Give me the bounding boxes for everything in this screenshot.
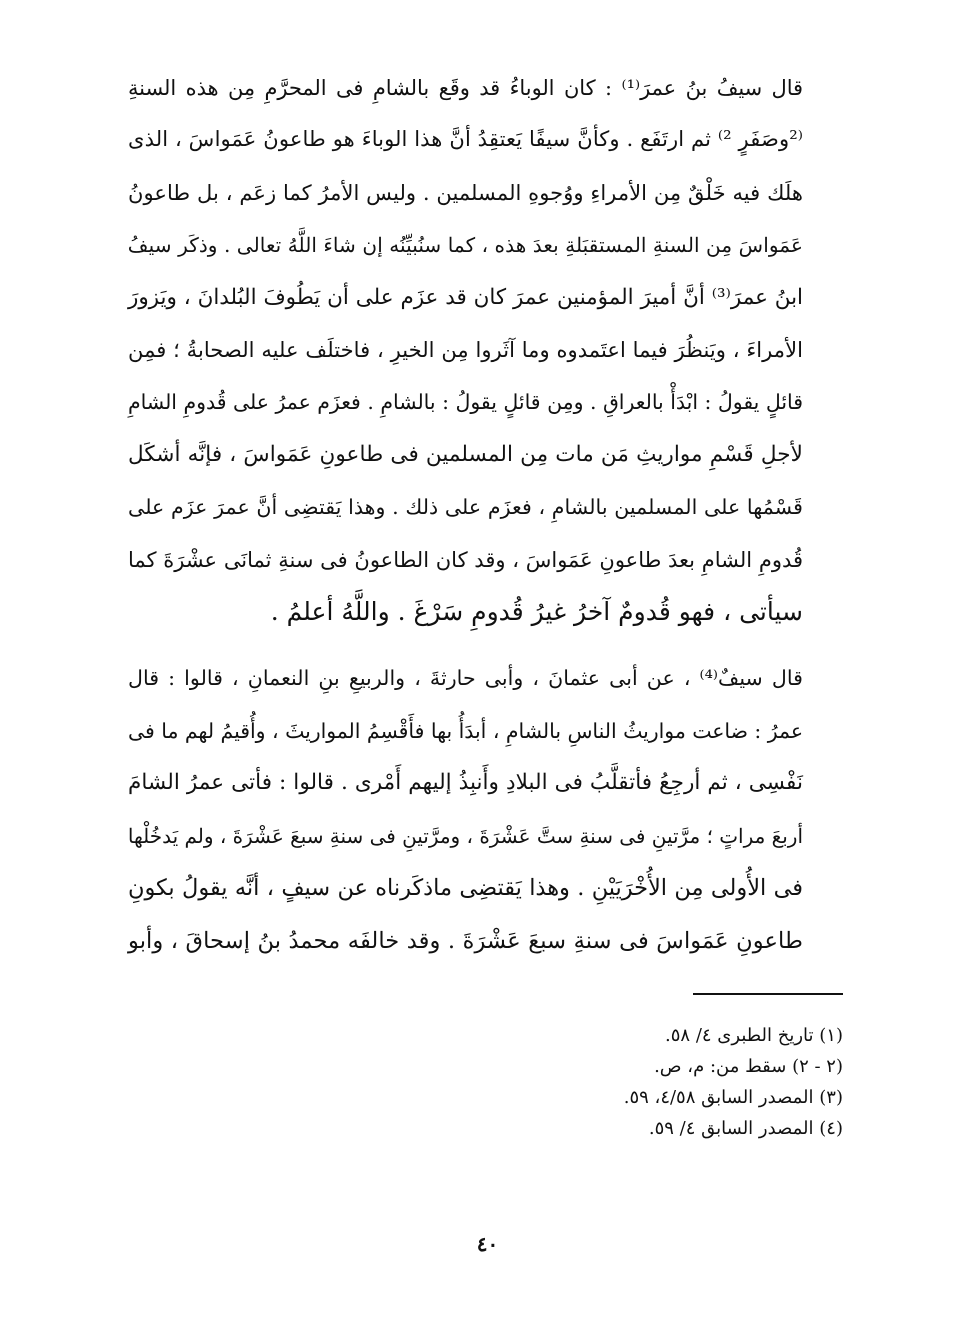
text-line: قال سيفُ بنُ عمرَ⁽¹⁾ : كان الوباءُ قد وقَع بالشامِ فى المحرَّمِ مِن هذه السنةِ [128,76,803,100]
footnote-1: (١) تاريخ الطبرى ٤/ ٥٨. [665,1025,843,1046]
text-line: عمرُ : ضاعت مواريثُ الناسِ بالشامِ ، أبدَأُ بها فأَقْسِمُ المواريثَ ، وأُقيمُ لهم ما فى [128,718,803,743]
footnote-2: (٢ - ٢) سقط من: م، ص. [654,1056,843,1077]
main-text [128,62,843,967]
paragraph-2 [128,652,843,966]
footnote-3: (٣) المصدر السابق ٤/٥٨، ٥٩. [623,1087,843,1108]
paragraph-1 [128,62,843,638]
text-line: فى الأُولى مِن الأُخْرَيَيْنِ . وهذا يَقتضِى ماذكَرناه عن سيفٍ ، أنَّه يقولُ بكونِ [128,875,803,902]
footnotes [443,1020,843,1144]
text-line: لأجلِ قَسْمِ مواريثِ مَن مات مِن المسلمين فى طاعونِ عَمَواسَ ، فإنَّه أشكَل [128,441,803,467]
text-line: قُدومِ الشامِ بعدَ طاعونِ عَمَواسَ ، وقد كان الطاعونُ فى سنةِ ثمانَى عشْرَةَ كما [128,547,803,572]
text-line: عَمَواسَ مِن السنةِ المستقبَلةِ بعدَ هذه ، كما سنُبيِّنُه إن شاءَ اللَّهُ تعالى . وذكَر سيفُ [127,233,803,258]
page-number: ٤٠ [476,1232,499,1256]
text-line: ابنُ عمرَ⁽³⁾ أنَّ أميرَ المؤمنين عمرَ كان قد عزَم على أن يَطُوفَ البُلدانَ ، ويَزورَ [128,284,803,310]
text-line: ⁽²وصَفَرٍ ²⁾ ثم ارتَفَع . وكأنَّ سيفًا يَعتقِدُ أنَّ هذا الوباءَ هو طاعونُ عَمَواسَ ، الذى [128,127,803,153]
footnote-divider [693,993,843,995]
footnote-4: (٤) المصدر السابق ٤/ ٥٩. [648,1118,843,1139]
text-line: نَفْسِى ، ثم أرجِعُ فأتقلَّبُ فى البلادِ وأَنبِذُ إليهم أَمْرى . قالوا : فأتى عمرُ الشامَ [128,770,803,796]
text-line: الأمراءَ ، ويَنظُرَ فيما اعتَمدوه وما آثَروا مِن الخيرِ ، فاختلَف عليه الصحابةُ ؛ فمِن [128,337,803,363]
text-line: قَسْمُها على المسلمين بالشامِ ، فعزَم على ذلك . وهذا يَقتضِى أنَّ عمرَ عزَم على [128,495,803,520]
text-line: طاعونِ عَمَواسَ فى سنةِ سبعَ عَشْرَةَ . وقد خالفَه محمدُ بنُ إسحاقَ ، وأبو [128,927,803,954]
text-line: قال سيفٌ⁽⁴⁾ ، عن أبى عثمانَ ، وأبى حارثةَ ، والربيعِ بنِ النعمانِ ، قالوا : قال [128,666,804,691]
text-line: أربعَ مراتٍ ؛ مرَّتينِ فى سنةِ ستَّ عَشْرَةَ ، ومرَّتينِ فى سنةِ سبعَ عَشْرَةَ ، ولم يَدخُلْها [127,823,803,848]
text-line: هلَك فيه خَلْقٌ مِن الأمراءِ ووُجوهِ المسلمين . وليس الأمرُ كما زعَم ، بل طاعونُ [128,179,803,205]
text-line: سيأتى ، فهو قُدومٌ آخرُ غيرُ قُدومِ سَرْغَ . واللَّهُ أعلمُ . [270,597,803,627]
text-line: قائلٍ يقولُ : ابْدَأْ بالعراقِ . ومِن قائلٍ يقولُ : بالشامِ . فعزَم عمرُ على قُدومِ الشامِ [128,390,803,415]
